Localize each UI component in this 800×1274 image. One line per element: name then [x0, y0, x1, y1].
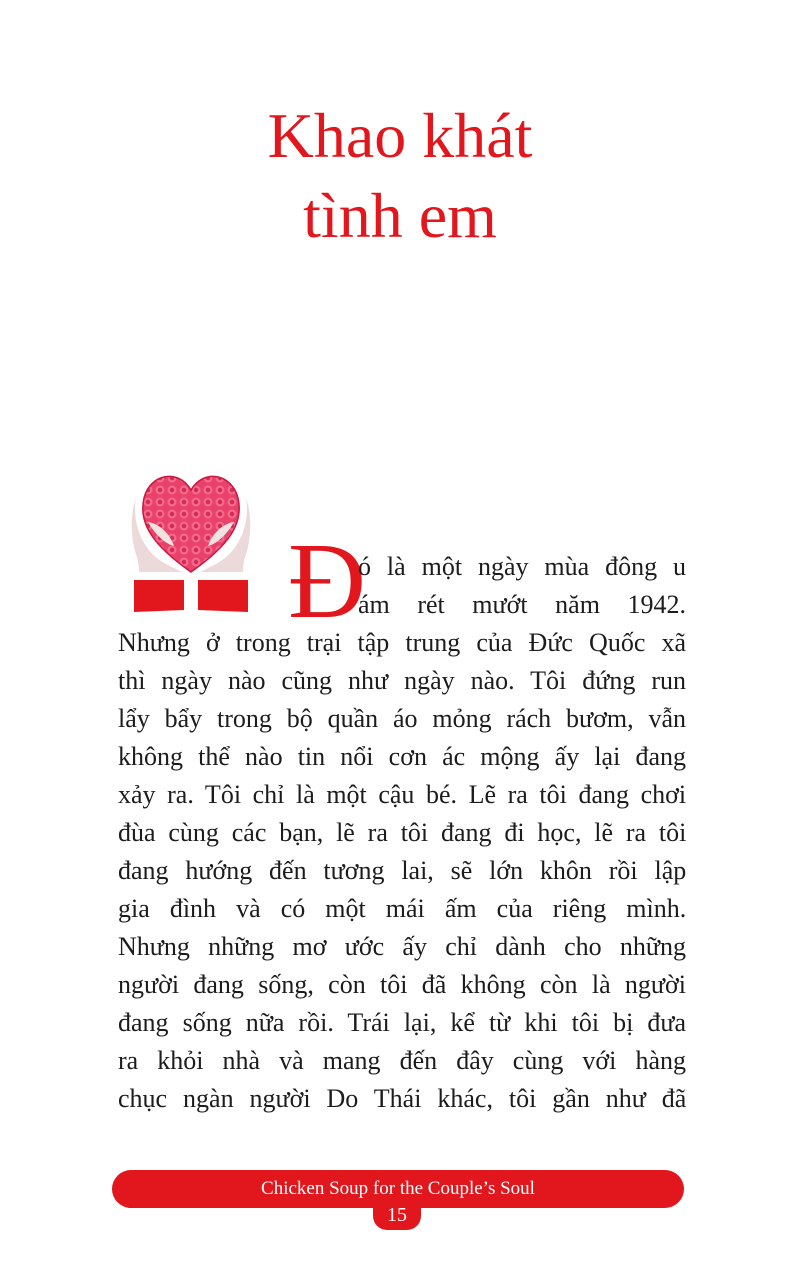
text-line: Nhưng ở trong trại tập trung của Đức Quốc xã: [118, 628, 686, 657]
text-line: Nhưng những mơ ước ấy chỉ dành cho những: [118, 932, 686, 961]
chapter-title: [0, 96, 800, 256]
body-paragraph: [118, 624, 686, 1118]
text-line: ó là một ngày mùa đông u: [358, 552, 686, 581]
text-line: xảy ra. Tôi chỉ là một cậu bé. Lẽ ra tôi đang chơi: [118, 780, 687, 809]
text-line: ra khỏi nhà và mang đến đây cùng với hàng: [118, 1046, 686, 1075]
opening-lines: [358, 548, 686, 624]
book-title: Chicken Soup for the Couple’s Soul: [261, 1178, 535, 1199]
chapter-title-line-1: Khao khát: [267, 100, 533, 171]
text-line: đang hướng đến tương lai, sẽ lớn khôn rồi lập: [118, 856, 687, 885]
text-line: gia đình và có một mái ấm của riêng mình.: [118, 894, 687, 923]
text-line: ám rét mướt năm 1942.: [358, 590, 686, 619]
text-line: thì ngày nào cũng như ngày nào. Tôi đứng run: [118, 666, 686, 695]
text-line: đang sống nữa rồi. Trái lại, kể từ khi tôi bị đưa: [118, 1008, 686, 1037]
text-line: đùa cùng các bạn, lẽ ra tôi đang đi học, lẽ ra tôi: [118, 818, 687, 847]
text-line: chục ngàn người Do Thái khác, tôi gần như đã: [118, 1084, 687, 1113]
drop-cap: Đ: [288, 522, 366, 641]
text-line: lẩy bẩy trong bộ quần áo mỏng rách bươm, vẫn: [118, 704, 686, 733]
heart-in-hands-icon: [130, 460, 252, 612]
page-number: 15: [387, 1204, 407, 1226]
text-line: không thể nào tin nổi cơn ác mộng ấy lại đang: [118, 742, 686, 771]
text-line: người đang sống, còn tôi đã không còn là người: [118, 970, 686, 999]
chapter-title-line-2: tình em: [303, 180, 497, 251]
